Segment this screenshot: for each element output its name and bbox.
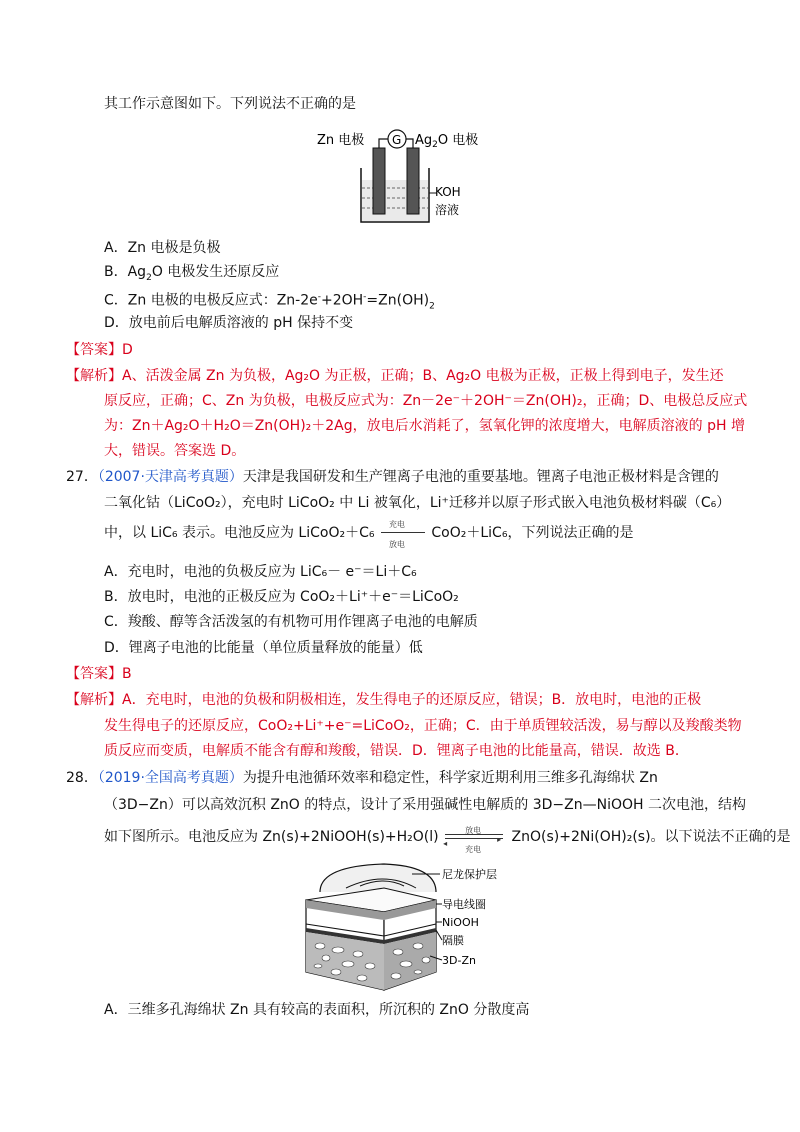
q26-analysis-line-3: 为：Zn＋Ag₂O＋H₂O＝Zn(OH)₂＋2Ag，放电后水消耗了，氢氧化钾的浓度增大，电解质溶液的 pH 增 [104,418,745,434]
intro-text: 其工作示意图如下。下列说法不正确的是 [104,96,356,112]
q27-stem-line-1: 27．（2007·天津高考真题）天津是我国研发和生产锂离子电池的重要基地。锂离子电池正极材料是含锂的 [66,469,719,485]
zn-nioh-battery-diagram [300,860,530,992]
q26-option-a: A．Zn 电极是负极 [104,240,221,256]
q26-analysis-line-2: 原反应，正确；C、Zn 为负极，电极反应式为：Zn－2e⁻＋2OH⁻＝Zn(OH)₂，正确；D、电极总反应式 [104,393,748,409]
3d-zn-label: 3D-Zn [442,954,476,967]
q27-analysis-line-2: 发生得电子的还原反应，CoO₂+Li⁺+e⁻=LiCoO₂，正确；C．由于单质锂较活泼，易与醇以及羧酸类物 [104,718,742,734]
q27-option-a: A．充电时，电池的负极反应为 LiC₆－ e⁻＝Li＋C₆ [104,564,417,580]
q28-option-a: A．三维多孔海绵状 Zn 具有较高的表面积，所沉积的 ZnO 分散度高 [104,1002,530,1018]
ag2o-electrode [407,148,419,214]
reversible-arrow: 充电 放电 [379,523,427,543]
q27-option-c: C．羧酸、醇等含活泼氢的有机物可用作锂离子电池的电解质 [104,614,478,630]
q28-stem-line-1: 28．（2019·全国高考真题）为提升电池循环效率和稳定性，科学家近期利用三维多孔海绵状 Zn [66,770,658,786]
q28-source: （2019·全国高考真题） [97,770,243,786]
q27-analysis-line-1: 【解析】A．充电时，电池的负极和阴极相连，发生得电子的还原反应，错误；B．放电时，电池的正极 [66,692,702,708]
galvanometer-label: G [392,133,402,147]
q27-option-b: B．放电时，电池的正极反应为 CoO₂＋Li⁺＋e⁻＝LiCoO₂ [104,589,459,605]
koh-label: KOH [435,185,461,199]
zn-ag2o-cell-diagram [315,118,485,228]
ag2o-electrode-label: $Ag_2O$ 电极 [415,133,479,150]
q27-answer: 【答案】B [66,666,132,682]
q26-analysis-line-1: 【解析】A、活泼金属 Zn 为负极，Ag₂O 为正极，正确；B、Ag₂O 电极为正极，正极上得到电子，发生还 [66,368,724,384]
q26-option-d: D．放电前后电解质溶液的 pH 保持不变 [104,315,354,331]
q28-stem-line-3: 如下图所示。电池反应为 Zn(s)+2NiOOH(s)+H₂O(l) 放电 ▸ ◂ 充电 ZnO(s)+2Ni(OH)₂(s)。以下说法不正确的是 [104,826,791,854]
zn-electrode [373,148,385,214]
q26-answer: 【答案】D [66,342,133,358]
q26-analysis-line-4: 大，错误。答案选 D。 [104,443,246,459]
q27-stem-line-2: 二氧化钴（LiCoO₂），充电时 LiCoO₂ 中 Li 被氧化，Li⁺迁移并以原子形式嵌入电池负极材料碳（C₆） [104,495,731,511]
q27-analysis-line-3: 质反应而变质，电解质不能含有醇和羧酸，错误．D．锂离子电池的比能量高，错误．故选 B． [104,743,689,759]
q27-source: （2007·天津高考真题） [97,469,243,485]
coil-label: 导电线圈 [442,898,486,911]
solution-label: 溶液 [435,203,460,217]
q27-option-d: D．锂离子电池的比能量（单位质量释放的能量）低 [104,640,423,656]
zn-electrode-label: Zn 电极 [317,133,365,148]
q26-option-b: B．$Ag_2O$ 电极发生还原反应 [104,264,280,283]
separator-label: 隔膜 [442,934,464,947]
reversible-arrow: 放电 ▸ ◂ 充电 [443,826,502,854]
q28-stem-line-2: （3D−Zn）可以高效沉积 ZnO 的特点，设计了采用强碱性电解质的 3D−Zn—NiOOH 二次电池，结构 [104,797,746,813]
q27-stem-line-3: 中，以 LiC₆ 表示。电池反应为 LiCoO₂＋C₆ 充电 放电 CoO₂＋LiC₆，下列说法正确的是 [104,520,634,549]
q26-option-c: C．Zn 电极的电极反应式：$Zn-2e^-+2OH^-=Zn(OH)_2$ [104,292,435,312]
niooh-label: NiOOH [442,916,479,929]
nylon-layer-label: 尼龙保护层 [442,868,497,881]
